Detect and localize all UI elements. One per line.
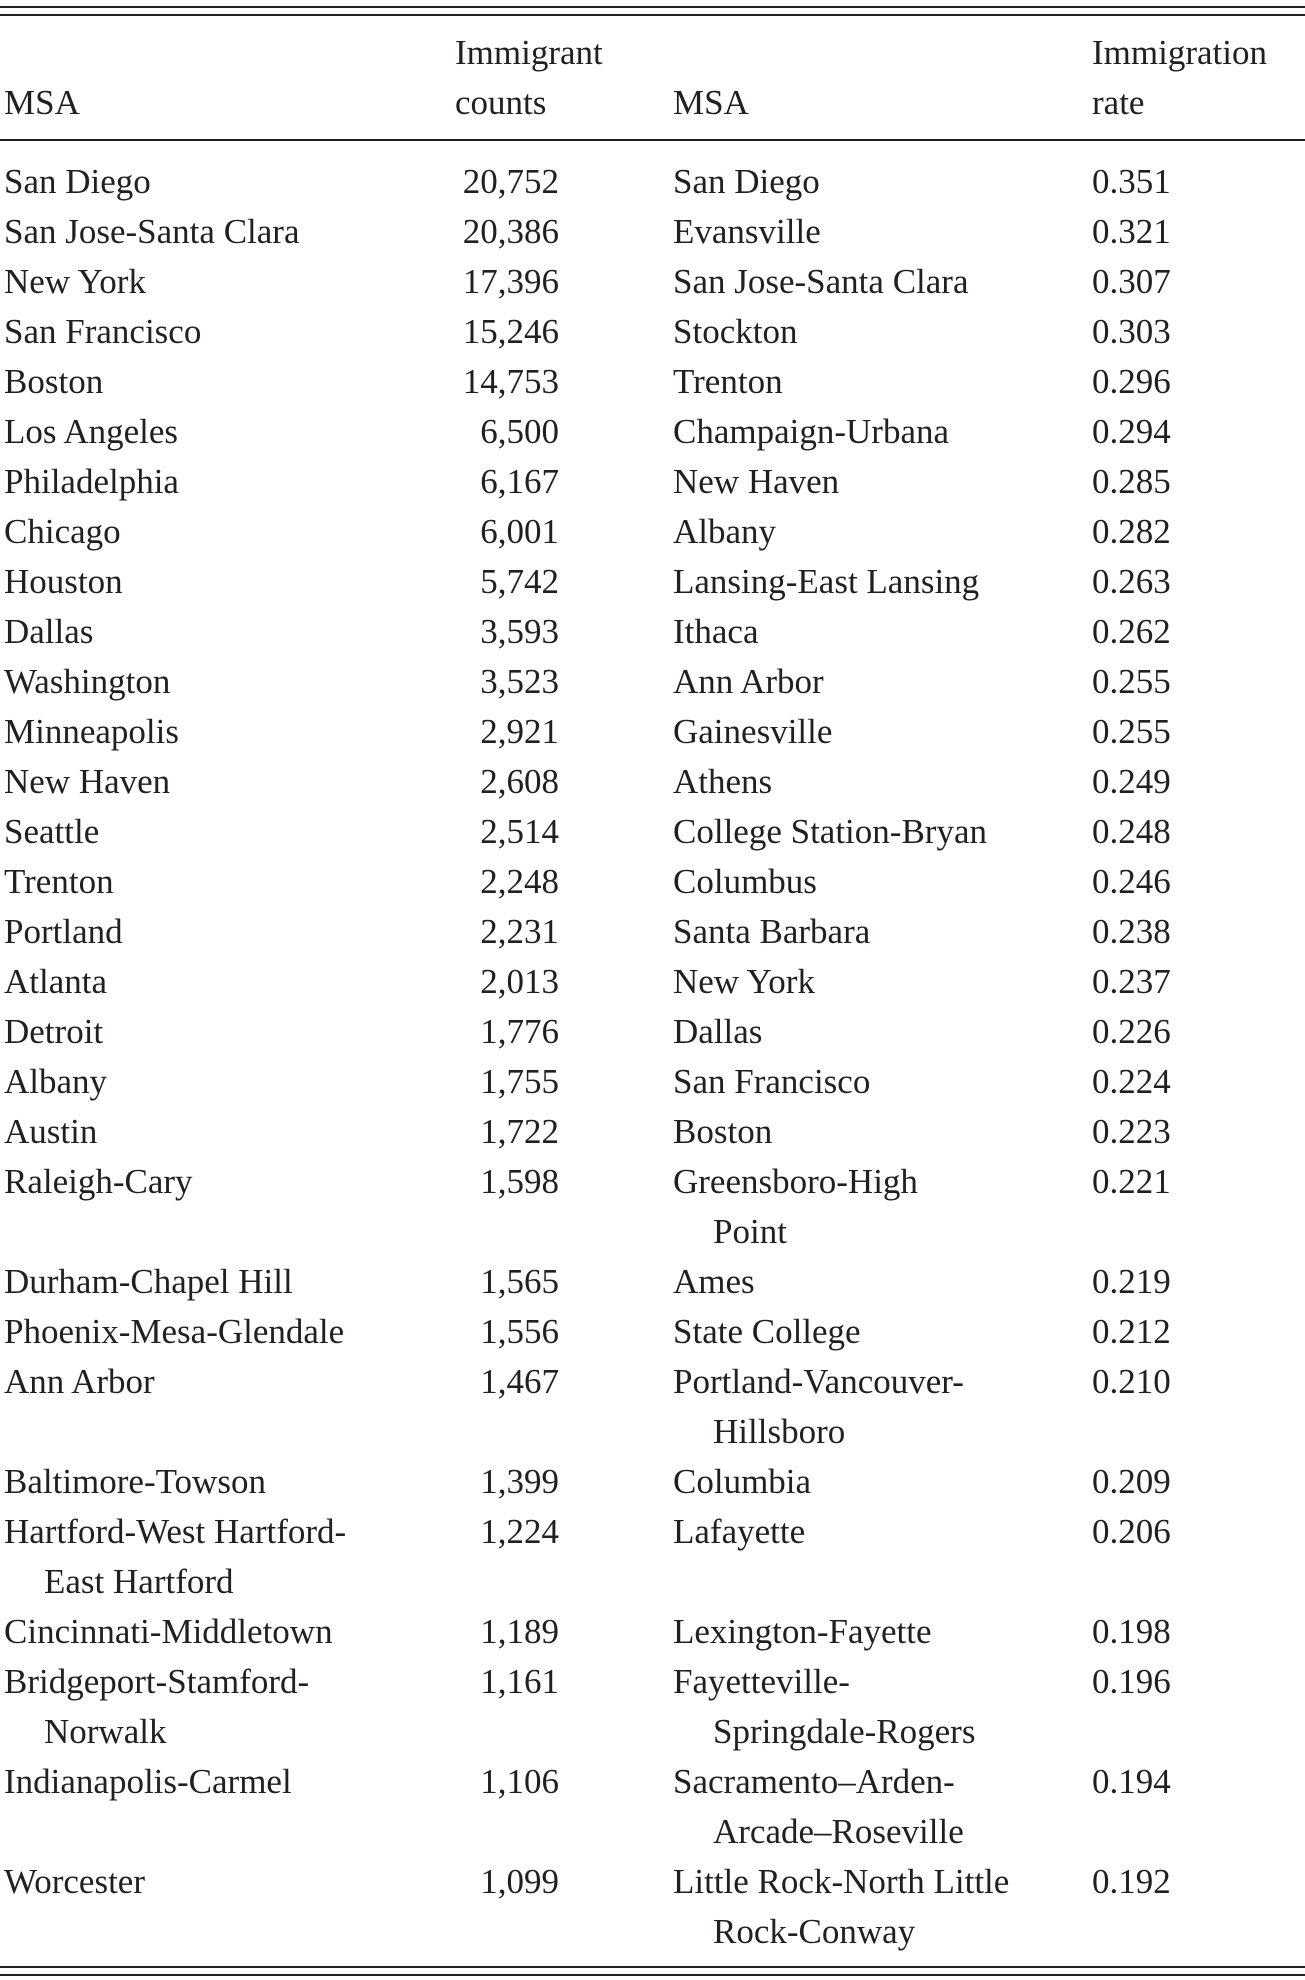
header-rate-line2: rate (1092, 83, 1145, 122)
msa-name-rate (673, 957, 1073, 1007)
msa-name-rate (673, 907, 1073, 957)
msa-name-rate-line: Athens (673, 762, 773, 801)
immigrant-count: 1,099 (480, 1862, 559, 1901)
msa-name-counts-line: Philadelphia (4, 462, 179, 501)
msa-name-counts-line: Detroit (4, 1012, 104, 1051)
msa-name-rate (673, 857, 1073, 907)
immigration-rate: 0.249 (1092, 762, 1171, 801)
immigrant-count: 2,248 (480, 862, 559, 901)
immigrant-count: 2,231 (480, 912, 559, 951)
msa-name-rate-line: Arcade–Roseville (713, 1812, 964, 1851)
immigrant-count: 1,189 (480, 1612, 559, 1651)
immigrant-count: 17,396 (462, 262, 559, 301)
msa-name-rate (673, 507, 1073, 557)
msa-name-rate-line: New York (673, 962, 815, 1001)
msa-name-rate-line: Little Rock-North Little (673, 1862, 1010, 1901)
msa-name-counts-line: Chicago (4, 512, 121, 551)
immigration-rate: 0.212 (1092, 1312, 1171, 1351)
header-immigrant-counts (455, 28, 603, 128)
msa-name-counts (4, 707, 444, 757)
msa-name-counts-line: Dallas (4, 612, 94, 651)
msa-name-counts-line: Ann Arbor (4, 1362, 155, 1401)
msa-name-rate (673, 1657, 1073, 1757)
table-row (0, 907, 1305, 957)
table-row (0, 957, 1305, 1007)
header-rate-line1: Immigration (1092, 33, 1267, 72)
immigration-rate: 0.198 (1092, 1612, 1171, 1651)
immigration-rate: 0.224 (1092, 1062, 1171, 1101)
immigration-rate: 0.296 (1092, 362, 1171, 401)
msa-name-rate-line: Point (713, 1212, 787, 1251)
table-row (0, 707, 1305, 757)
msa-name-counts (4, 857, 444, 907)
msa-name-rate-line: Ames (673, 1262, 755, 1301)
msa-name-counts-line: Houston (4, 562, 123, 601)
table-row (0, 1107, 1305, 1157)
msa-name-rate-line: Lansing-East Lansing (673, 562, 980, 601)
msa-name-counts (4, 1357, 444, 1407)
immigrant-count: 1,556 (480, 1312, 559, 1351)
immigration-rate: 0.263 (1092, 562, 1171, 601)
msa-name-rate-line: Springdale-Rogers (713, 1712, 976, 1751)
immigrant-count: 1,224 (480, 1512, 559, 1551)
table-row (0, 657, 1305, 707)
msa-name-rate-line: Portland-Vancouver- (673, 1362, 964, 1401)
msa-name-rate-line: Lexington-Fayette (673, 1612, 932, 1651)
table-row (0, 1657, 1305, 1757)
msa-name-counts-line: Indianapolis-Carmel (4, 1762, 292, 1801)
msa-name-rate (673, 157, 1073, 207)
table-row (0, 1607, 1305, 1657)
msa-name-counts-line: Minneapolis (4, 712, 179, 751)
msa-name-counts-line: Baltimore-Towson (4, 1462, 266, 1501)
msa-name-rate-line: Trenton (673, 362, 783, 401)
immigrant-count: 1,106 (480, 1762, 559, 1801)
msa-name-rate-line: New Haven (673, 462, 840, 501)
msa-name-counts-line: Albany (4, 1062, 108, 1101)
msa-name-rate-line: Columbia (673, 1462, 812, 1501)
msa-name-counts (4, 1607, 444, 1657)
table-row (0, 1757, 1305, 1857)
immigration-rate: 0.285 (1092, 462, 1171, 501)
header-immigration-rate (1092, 28, 1267, 128)
msa-name-rate (673, 1007, 1073, 1057)
msa-name-counts (4, 1857, 444, 1907)
msa-name-counts-line: San Diego (4, 162, 151, 201)
table-row (0, 357, 1305, 407)
msa-name-counts (4, 1107, 444, 1157)
immigration-rate: 0.307 (1092, 262, 1171, 301)
msa-name-rate (673, 1607, 1073, 1657)
immigrant-count: 5,742 (480, 562, 559, 601)
table-row (0, 507, 1305, 557)
msa-name-counts (4, 1157, 444, 1207)
immigration-rate: 0.248 (1092, 812, 1171, 851)
immigration-rate: 0.196 (1092, 1662, 1171, 1701)
immigrant-count: 6,500 (480, 412, 559, 451)
table-row (0, 1357, 1305, 1457)
msa-name-rate-line: State College (673, 1312, 861, 1351)
msa-name-rate-line: Santa Barbara (673, 912, 871, 951)
msa-name-rate (673, 807, 1073, 857)
msa-name-counts-line: Norwalk (44, 1712, 167, 1751)
msa-name-counts-line: New York (4, 262, 146, 301)
msa-name-counts (4, 757, 444, 807)
msa-name-rate-line: Lafayette (673, 1512, 806, 1551)
header-msa-right-label: MSA (673, 83, 749, 122)
immigration-rate: 0.221 (1092, 1162, 1171, 1201)
header-msa-right (673, 28, 749, 128)
msa-name-rate-line: Stockton (673, 312, 798, 351)
msa-name-rate-line: San Francisco (673, 1062, 871, 1101)
msa-name-rate (673, 457, 1073, 507)
msa-name-counts (4, 1257, 444, 1307)
header-msa-left-label: MSA (4, 83, 80, 122)
msa-name-counts (4, 1657, 444, 1757)
header-rule (0, 139, 1305, 141)
msa-name-counts (4, 307, 444, 357)
msa-name-counts-line: Washington (4, 662, 171, 701)
table-row (0, 1457, 1305, 1507)
msa-name-counts-line: San Jose-Santa Clara (4, 212, 300, 251)
msa-name-counts (4, 207, 444, 257)
msa-name-rate (673, 257, 1073, 307)
msa-name-rate-line: San Diego (673, 162, 820, 201)
msa-name-counts-line: Boston (4, 362, 104, 401)
msa-name-rate-line: Columbus (673, 862, 817, 901)
msa-name-rate-line: San Jose-Santa Clara (673, 262, 969, 301)
msa-name-rate (673, 1457, 1073, 1507)
immigration-rate: 0.255 (1092, 712, 1171, 751)
table-row (0, 257, 1305, 307)
msa-name-rate (673, 1757, 1073, 1857)
table-row (0, 207, 1305, 257)
msa-name-counts-line: Austin (4, 1112, 98, 1151)
immigrant-count: 1,755 (480, 1062, 559, 1101)
msa-name-counts-line: Bridgeport-Stamford- (4, 1662, 310, 1701)
msa-name-counts (4, 1307, 444, 1357)
immigrant-count: 6,001 (480, 512, 559, 551)
msa-name-rate-line: Gainesville (673, 712, 833, 751)
immigrant-count: 1,722 (480, 1112, 559, 1151)
immigration-rate: 0.192 (1092, 1862, 1171, 1901)
immigration-rate: 0.246 (1092, 862, 1171, 901)
msa-name-rate-line: Fayetteville- (673, 1662, 850, 1701)
msa-name-counts-line: Los Angeles (4, 412, 179, 451)
msa-name-rate (673, 1857, 1073, 1957)
immigrant-count: 1,161 (480, 1662, 559, 1701)
msa-name-rate (673, 357, 1073, 407)
immigration-rate: 0.209 (1092, 1462, 1171, 1501)
bottom-rule-inner (0, 1966, 1305, 1968)
msa-name-rate-line: Boston (673, 1112, 773, 1151)
top-rule-inner (0, 14, 1305, 16)
msa-name-rate-line: Ithaca (673, 612, 759, 651)
msa-name-counts (4, 1757, 444, 1807)
immigration-rate: 0.226 (1092, 1012, 1171, 1051)
msa-name-rate (673, 607, 1073, 657)
immigration-rate: 0.294 (1092, 412, 1171, 451)
msa-name-counts-line: Worcester (4, 1862, 145, 1901)
immigrant-count: 1,399 (480, 1462, 559, 1501)
msa-name-counts (4, 507, 444, 557)
msa-name-counts-line: San Francisco (4, 312, 202, 351)
table-row (0, 557, 1305, 607)
msa-name-counts (4, 1057, 444, 1107)
immigration-rate: 0.210 (1092, 1362, 1171, 1401)
msa-name-counts (4, 557, 444, 607)
msa-name-counts (4, 607, 444, 657)
msa-name-counts-line: Cincinnati-Middletown (4, 1612, 333, 1651)
msa-name-counts (4, 1507, 444, 1607)
msa-name-counts (4, 957, 444, 1007)
msa-name-rate-line: Dallas (673, 1012, 763, 1051)
immigrant-count: 2,514 (480, 812, 559, 851)
immigration-rate: 0.282 (1092, 512, 1171, 551)
bottom-rule-outer (0, 1974, 1305, 1976)
msa-name-rate (673, 1307, 1073, 1357)
msa-name-counts-line: Raleigh-Cary (4, 1162, 193, 1201)
immigration-rate: 0.223 (1092, 1112, 1171, 1151)
msa-name-rate (673, 1107, 1073, 1157)
immigrant-count: 2,608 (480, 762, 559, 801)
msa-name-rate (673, 1357, 1073, 1457)
immigration-rate: 0.351 (1092, 162, 1171, 201)
msa-name-counts-line: Durham-Chapel Hill (4, 1262, 293, 1301)
msa-name-counts (4, 257, 444, 307)
immigrant-count: 2,921 (480, 712, 559, 751)
immigration-rate: 0.262 (1092, 612, 1171, 651)
msa-name-rate (673, 1057, 1073, 1107)
msa-name-rate-line: College Station-Bryan (673, 812, 987, 851)
immigrant-count: 1,776 (480, 1012, 559, 1051)
msa-name-counts-line: New Haven (4, 762, 171, 801)
immigration-rate: 0.194 (1092, 1762, 1171, 1801)
msa-name-counts (4, 157, 444, 207)
immigrant-count: 1,565 (480, 1262, 559, 1301)
msa-name-rate (673, 307, 1073, 357)
msa-name-counts-line: East Hartford (44, 1562, 234, 1601)
msa-name-counts (4, 357, 444, 407)
table-row (0, 307, 1305, 357)
immigration-rate: 0.255 (1092, 662, 1171, 701)
msa-name-counts-line: Trenton (4, 862, 114, 901)
immigration-rate: 0.206 (1092, 1512, 1171, 1551)
header-counts-line1: Immigrant (455, 33, 603, 72)
header-counts-line2: counts (455, 83, 547, 122)
immigrant-count: 14,753 (462, 362, 559, 401)
msa-name-rate (673, 557, 1073, 607)
msa-name-counts (4, 807, 444, 857)
table-row (0, 807, 1305, 857)
table-row (0, 1507, 1305, 1607)
msa-name-counts (4, 457, 444, 507)
table-row (0, 157, 1305, 207)
immigration-rate: 0.303 (1092, 312, 1171, 351)
msa-name-counts (4, 1007, 444, 1057)
top-rule-outer (0, 6, 1305, 8)
msa-name-counts-line: Seattle (4, 812, 100, 851)
msa-name-rate-line: Hillsboro (713, 1412, 846, 1451)
table-row (0, 1057, 1305, 1107)
msa-name-counts (4, 657, 444, 707)
msa-name-rate-line: Rock-Conway (713, 1912, 916, 1951)
header-msa-left (4, 28, 80, 128)
table-row (0, 407, 1305, 457)
table-row (0, 1157, 1305, 1257)
msa-name-counts-line: Phoenix-Mesa-Glendale (4, 1312, 345, 1351)
table-row (0, 1857, 1305, 1957)
immigrant-count: 15,246 (462, 312, 559, 351)
msa-name-counts (4, 907, 444, 957)
table-row (0, 757, 1305, 807)
msa-name-rate-line: Greensboro-High (673, 1162, 918, 1201)
table-row (0, 457, 1305, 507)
immigrant-count: 1,598 (480, 1162, 559, 1201)
table-row (0, 1257, 1305, 1307)
msa-name-rate-line: Champaign-Urbana (673, 412, 950, 451)
immigrant-count: 20,752 (462, 162, 559, 201)
immigrant-count: 3,523 (480, 662, 559, 701)
msa-name-counts (4, 407, 444, 457)
table-body (0, 157, 1305, 1957)
msa-name-rate (673, 1157, 1073, 1257)
msa-name-counts-line: Hartford-West Hartford- (4, 1512, 347, 1551)
msa-name-rate-line: Evansville (673, 212, 821, 251)
msa-name-rate (673, 1257, 1073, 1307)
table-row (0, 1307, 1305, 1357)
table-row (0, 1007, 1305, 1057)
msa-name-counts-line: Atlanta (4, 962, 108, 1001)
msa-name-rate (673, 1507, 1073, 1557)
immigrant-count: 2,013 (480, 962, 559, 1001)
msa-name-rate (673, 657, 1073, 707)
table-row (0, 857, 1305, 907)
msa-name-rate (673, 207, 1073, 257)
msa-name-rate (673, 407, 1073, 457)
msa-name-counts (4, 1457, 444, 1507)
immigrant-count: 20,386 (462, 212, 559, 251)
msa-name-rate-line: Ann Arbor (673, 662, 824, 701)
immigrant-count: 1,467 (480, 1362, 559, 1401)
immigration-rate: 0.219 (1092, 1262, 1171, 1301)
msa-name-rate-line: Albany (673, 512, 777, 551)
table-row (0, 607, 1305, 657)
msa-name-counts-line: Portland (4, 912, 123, 951)
msa-name-rate (673, 757, 1073, 807)
msa-name-rate (673, 707, 1073, 757)
immigrant-count: 3,593 (480, 612, 559, 651)
immigration-rate: 0.238 (1092, 912, 1171, 951)
immigrant-count: 6,167 (480, 462, 559, 501)
immigration-rate: 0.237 (1092, 962, 1171, 1001)
table-header (0, 28, 1305, 138)
msa-name-rate-line: Sacramento–Arden- (673, 1762, 955, 1801)
immigration-rate: 0.321 (1092, 212, 1171, 251)
